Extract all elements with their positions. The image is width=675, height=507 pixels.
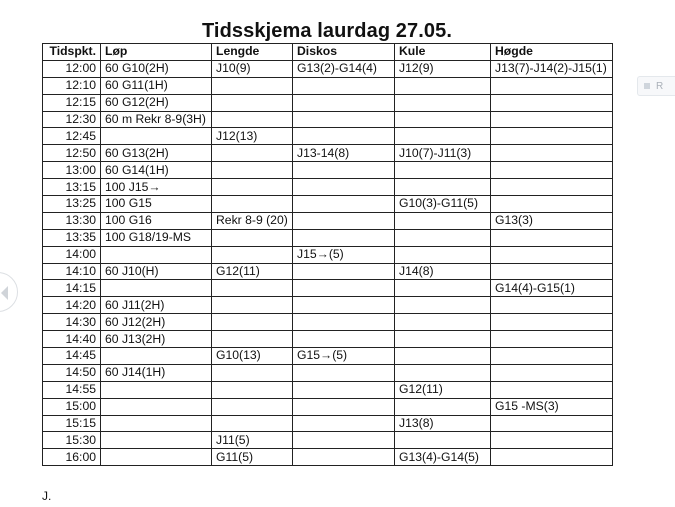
cell-long-jump bbox=[212, 398, 293, 415]
column-header-long-jump: Lengde bbox=[212, 44, 293, 61]
cell-run: 100 G18/19-MS bbox=[101, 229, 212, 246]
cell-long-jump bbox=[212, 381, 293, 398]
cell-time: 14:10 bbox=[43, 263, 101, 280]
table-row bbox=[43, 314, 613, 331]
cell-shot-put: J14(8) bbox=[395, 263, 491, 280]
cell-high-jump bbox=[491, 246, 613, 263]
table-row bbox=[43, 162, 613, 179]
cell-long-jump bbox=[212, 364, 293, 381]
cell-shot-put bbox=[395, 77, 491, 94]
cell-discus bbox=[293, 263, 395, 280]
cell-long-jump: J12(13) bbox=[212, 128, 293, 145]
cell-shot-put bbox=[395, 314, 491, 331]
cell-time: 12:15 bbox=[43, 94, 101, 111]
previous-page-button[interactable] bbox=[0, 272, 18, 312]
cell-discus bbox=[293, 381, 395, 398]
cell-time: 14:45 bbox=[43, 348, 101, 365]
cell-shot-put: G10(3)-G11(5) bbox=[395, 196, 491, 213]
table-row bbox=[43, 145, 613, 162]
cell-high-jump bbox=[491, 111, 613, 128]
cell-run: 60 J14(1H) bbox=[101, 364, 212, 381]
cell-high-jump bbox=[491, 196, 613, 213]
schedule-body bbox=[43, 60, 613, 465]
cell-discus: J13-14(8) bbox=[293, 145, 395, 162]
cell-shot-put: J13(8) bbox=[395, 415, 491, 432]
cell-time: 14:50 bbox=[43, 364, 101, 381]
cell-discus bbox=[293, 314, 395, 331]
cell-shot-put bbox=[395, 128, 491, 145]
table-row bbox=[43, 263, 613, 280]
cell-high-jump bbox=[491, 77, 613, 94]
cell-run bbox=[101, 348, 212, 365]
cell-time: 12:45 bbox=[43, 128, 101, 145]
cell-long-jump: G12(11) bbox=[212, 263, 293, 280]
cell-time: 12:00 bbox=[43, 60, 101, 77]
cell-run bbox=[101, 128, 212, 145]
cell-time: 13:30 bbox=[43, 212, 101, 229]
cell-long-jump bbox=[212, 94, 293, 111]
cell-run: 100 G16 bbox=[101, 212, 212, 229]
table-row bbox=[43, 415, 613, 432]
cell-discus bbox=[293, 179, 395, 196]
cell-high-jump: G15 -MS(3) bbox=[491, 398, 613, 415]
cell-shot-put bbox=[395, 229, 491, 246]
cell-high-jump: J13(7)-J14(2)-J15(1) bbox=[491, 60, 613, 77]
cell-long-jump: J10(9) bbox=[212, 60, 293, 77]
cell-high-jump bbox=[491, 179, 613, 196]
table-row bbox=[43, 331, 613, 348]
cell-discus: G15→(5) bbox=[293, 348, 395, 365]
cell-shot-put bbox=[395, 297, 491, 314]
cell-time: 14:40 bbox=[43, 331, 101, 348]
cell-high-jump: G13(3) bbox=[491, 212, 613, 229]
cell-discus bbox=[293, 432, 395, 449]
cell-long-jump bbox=[212, 179, 293, 196]
table-row bbox=[43, 196, 613, 213]
cell-run: 60 G11(1H) bbox=[101, 77, 212, 94]
cell-shot-put bbox=[395, 111, 491, 128]
side-panel-icon bbox=[644, 83, 650, 89]
table-row bbox=[43, 364, 613, 381]
cell-long-jump bbox=[212, 229, 293, 246]
cell-high-jump bbox=[491, 94, 613, 111]
cell-discus bbox=[293, 162, 395, 179]
cell-shot-put bbox=[395, 348, 491, 365]
cell-discus bbox=[293, 212, 395, 229]
table-row bbox=[43, 111, 613, 128]
cell-long-jump bbox=[212, 145, 293, 162]
table-row bbox=[43, 60, 613, 77]
cell-shot-put bbox=[395, 94, 491, 111]
cell-high-jump bbox=[491, 128, 613, 145]
table-row bbox=[43, 77, 613, 94]
cell-time: 13:25 bbox=[43, 196, 101, 213]
cell-high-jump bbox=[491, 263, 613, 280]
cell-high-jump bbox=[491, 348, 613, 365]
cell-run bbox=[101, 415, 212, 432]
cell-run: 60 J11(2H) bbox=[101, 297, 212, 314]
cell-discus bbox=[293, 229, 395, 246]
cell-run: 60 G12(2H) bbox=[101, 94, 212, 111]
cell-long-jump bbox=[212, 111, 293, 128]
cell-time: 15:15 bbox=[43, 415, 101, 432]
cell-discus bbox=[293, 449, 395, 466]
cell-long-jump bbox=[212, 77, 293, 94]
cell-time: 15:00 bbox=[43, 398, 101, 415]
cell-run: 60 J13(2H) bbox=[101, 331, 212, 348]
cell-time: 12:50 bbox=[43, 145, 101, 162]
cell-long-jump bbox=[212, 280, 293, 297]
table-row bbox=[43, 449, 613, 466]
cell-run bbox=[101, 246, 212, 263]
cell-shot-put: J10(7)-J11(3) bbox=[395, 145, 491, 162]
cell-run: 60 G10(2H) bbox=[101, 60, 212, 77]
cell-run bbox=[101, 280, 212, 297]
table-row bbox=[43, 280, 613, 297]
cell-shot-put bbox=[395, 179, 491, 196]
cell-shot-put bbox=[395, 246, 491, 263]
column-header-shot-put: Kule bbox=[395, 44, 491, 61]
cell-long-jump bbox=[212, 314, 293, 331]
cell-high-jump bbox=[491, 381, 613, 398]
cell-time: 14:15 bbox=[43, 280, 101, 297]
cell-run: 60 G14(1H) bbox=[101, 162, 212, 179]
cell-long-jump bbox=[212, 162, 293, 179]
cell-long-jump bbox=[212, 246, 293, 263]
cell-long-jump: G11(5) bbox=[212, 449, 293, 466]
cell-discus bbox=[293, 128, 395, 145]
table-row bbox=[43, 128, 613, 145]
column-header-discus: Diskos bbox=[293, 44, 395, 61]
cell-time: 12:10 bbox=[43, 77, 101, 94]
cell-time: 16:00 bbox=[43, 449, 101, 466]
table-row bbox=[43, 381, 613, 398]
cell-long-jump: Rekr 8-9 (20) bbox=[212, 212, 293, 229]
cell-discus bbox=[293, 111, 395, 128]
cell-shot-put bbox=[395, 364, 491, 381]
cell-time: 15:30 bbox=[43, 432, 101, 449]
cell-long-jump bbox=[212, 331, 293, 348]
table-row bbox=[43, 179, 613, 196]
cell-high-jump bbox=[491, 145, 613, 162]
cell-discus bbox=[293, 94, 395, 111]
cell-discus bbox=[293, 415, 395, 432]
cell-run bbox=[101, 398, 212, 415]
cell-discus bbox=[293, 331, 395, 348]
cell-time: 14:30 bbox=[43, 314, 101, 331]
cell-shot-put: J12(9) bbox=[395, 60, 491, 77]
cell-shot-put bbox=[395, 398, 491, 415]
cell-discus bbox=[293, 364, 395, 381]
table-row bbox=[43, 246, 613, 263]
chevron-left-icon bbox=[1, 286, 8, 300]
cell-long-jump bbox=[212, 415, 293, 432]
side-panel-label: R bbox=[656, 81, 664, 92]
cell-shot-put bbox=[395, 331, 491, 348]
cell-discus bbox=[293, 297, 395, 314]
cell-run bbox=[101, 381, 212, 398]
cell-discus: G13(2)-G14(4) bbox=[293, 60, 395, 77]
cell-run bbox=[101, 432, 212, 449]
footer-note: J. bbox=[42, 489, 52, 503]
cell-long-jump: G10(13) bbox=[212, 348, 293, 365]
cell-run: 60 G13(2H) bbox=[101, 145, 212, 162]
cell-high-jump bbox=[491, 162, 613, 179]
cell-run: 60 J12(2H) bbox=[101, 314, 212, 331]
cell-run: 60 m Rekr 8-9(3H) bbox=[101, 111, 212, 128]
table-row bbox=[43, 432, 613, 449]
cell-high-jump bbox=[491, 432, 613, 449]
cell-high-jump bbox=[491, 331, 613, 348]
table-row bbox=[43, 297, 613, 314]
cell-discus bbox=[293, 398, 395, 415]
cell-time: 12:30 bbox=[43, 111, 101, 128]
page-title: Tidsskjema laurdag 27.05. bbox=[201, 20, 453, 42]
side-panel-button[interactable] bbox=[637, 76, 675, 96]
cell-run: 60 J10(H) bbox=[101, 263, 212, 280]
cell-discus: J15→(5) bbox=[293, 246, 395, 263]
column-header-time: Tidspkt. bbox=[43, 44, 101, 61]
table-row bbox=[43, 348, 613, 365]
cell-discus bbox=[293, 77, 395, 94]
cell-shot-put: G13(4)-G14(5) bbox=[395, 449, 491, 466]
cell-run: 100 G15 bbox=[101, 196, 212, 213]
cell-long-jump: J11(5) bbox=[212, 432, 293, 449]
cell-long-jump bbox=[212, 297, 293, 314]
cell-time: 14:20 bbox=[43, 297, 101, 314]
cell-high-jump bbox=[491, 229, 613, 246]
schedule-table bbox=[42, 43, 613, 466]
cell-run bbox=[101, 449, 212, 466]
cell-high-jump bbox=[491, 314, 613, 331]
cell-discus bbox=[293, 280, 395, 297]
table-row bbox=[43, 229, 613, 246]
cell-discus bbox=[293, 196, 395, 213]
cell-shot-put bbox=[395, 162, 491, 179]
column-header-high-jump: Høgde bbox=[491, 44, 613, 61]
cell-long-jump bbox=[212, 196, 293, 213]
cell-high-jump bbox=[491, 415, 613, 432]
cell-high-jump: G14(4)-G15(1) bbox=[491, 280, 613, 297]
cell-time: 13:15 bbox=[43, 179, 101, 196]
cell-shot-put bbox=[395, 432, 491, 449]
column-header-run: Løp bbox=[101, 44, 212, 61]
cell-time: 13:35 bbox=[43, 229, 101, 246]
cell-time: 13:00 bbox=[43, 162, 101, 179]
cell-high-jump bbox=[491, 364, 613, 381]
cell-run: 100 J15→ bbox=[101, 179, 212, 196]
cell-shot-put: G12(11) bbox=[395, 381, 491, 398]
cell-time: 14:00 bbox=[43, 246, 101, 263]
cell-shot-put bbox=[395, 280, 491, 297]
cell-high-jump bbox=[491, 449, 613, 466]
cell-time: 14:55 bbox=[43, 381, 101, 398]
table-header-row bbox=[43, 44, 613, 61]
table-row bbox=[43, 398, 613, 415]
table-row bbox=[43, 94, 613, 111]
table-row bbox=[43, 212, 613, 229]
cell-high-jump bbox=[491, 297, 613, 314]
cell-shot-put bbox=[395, 212, 491, 229]
